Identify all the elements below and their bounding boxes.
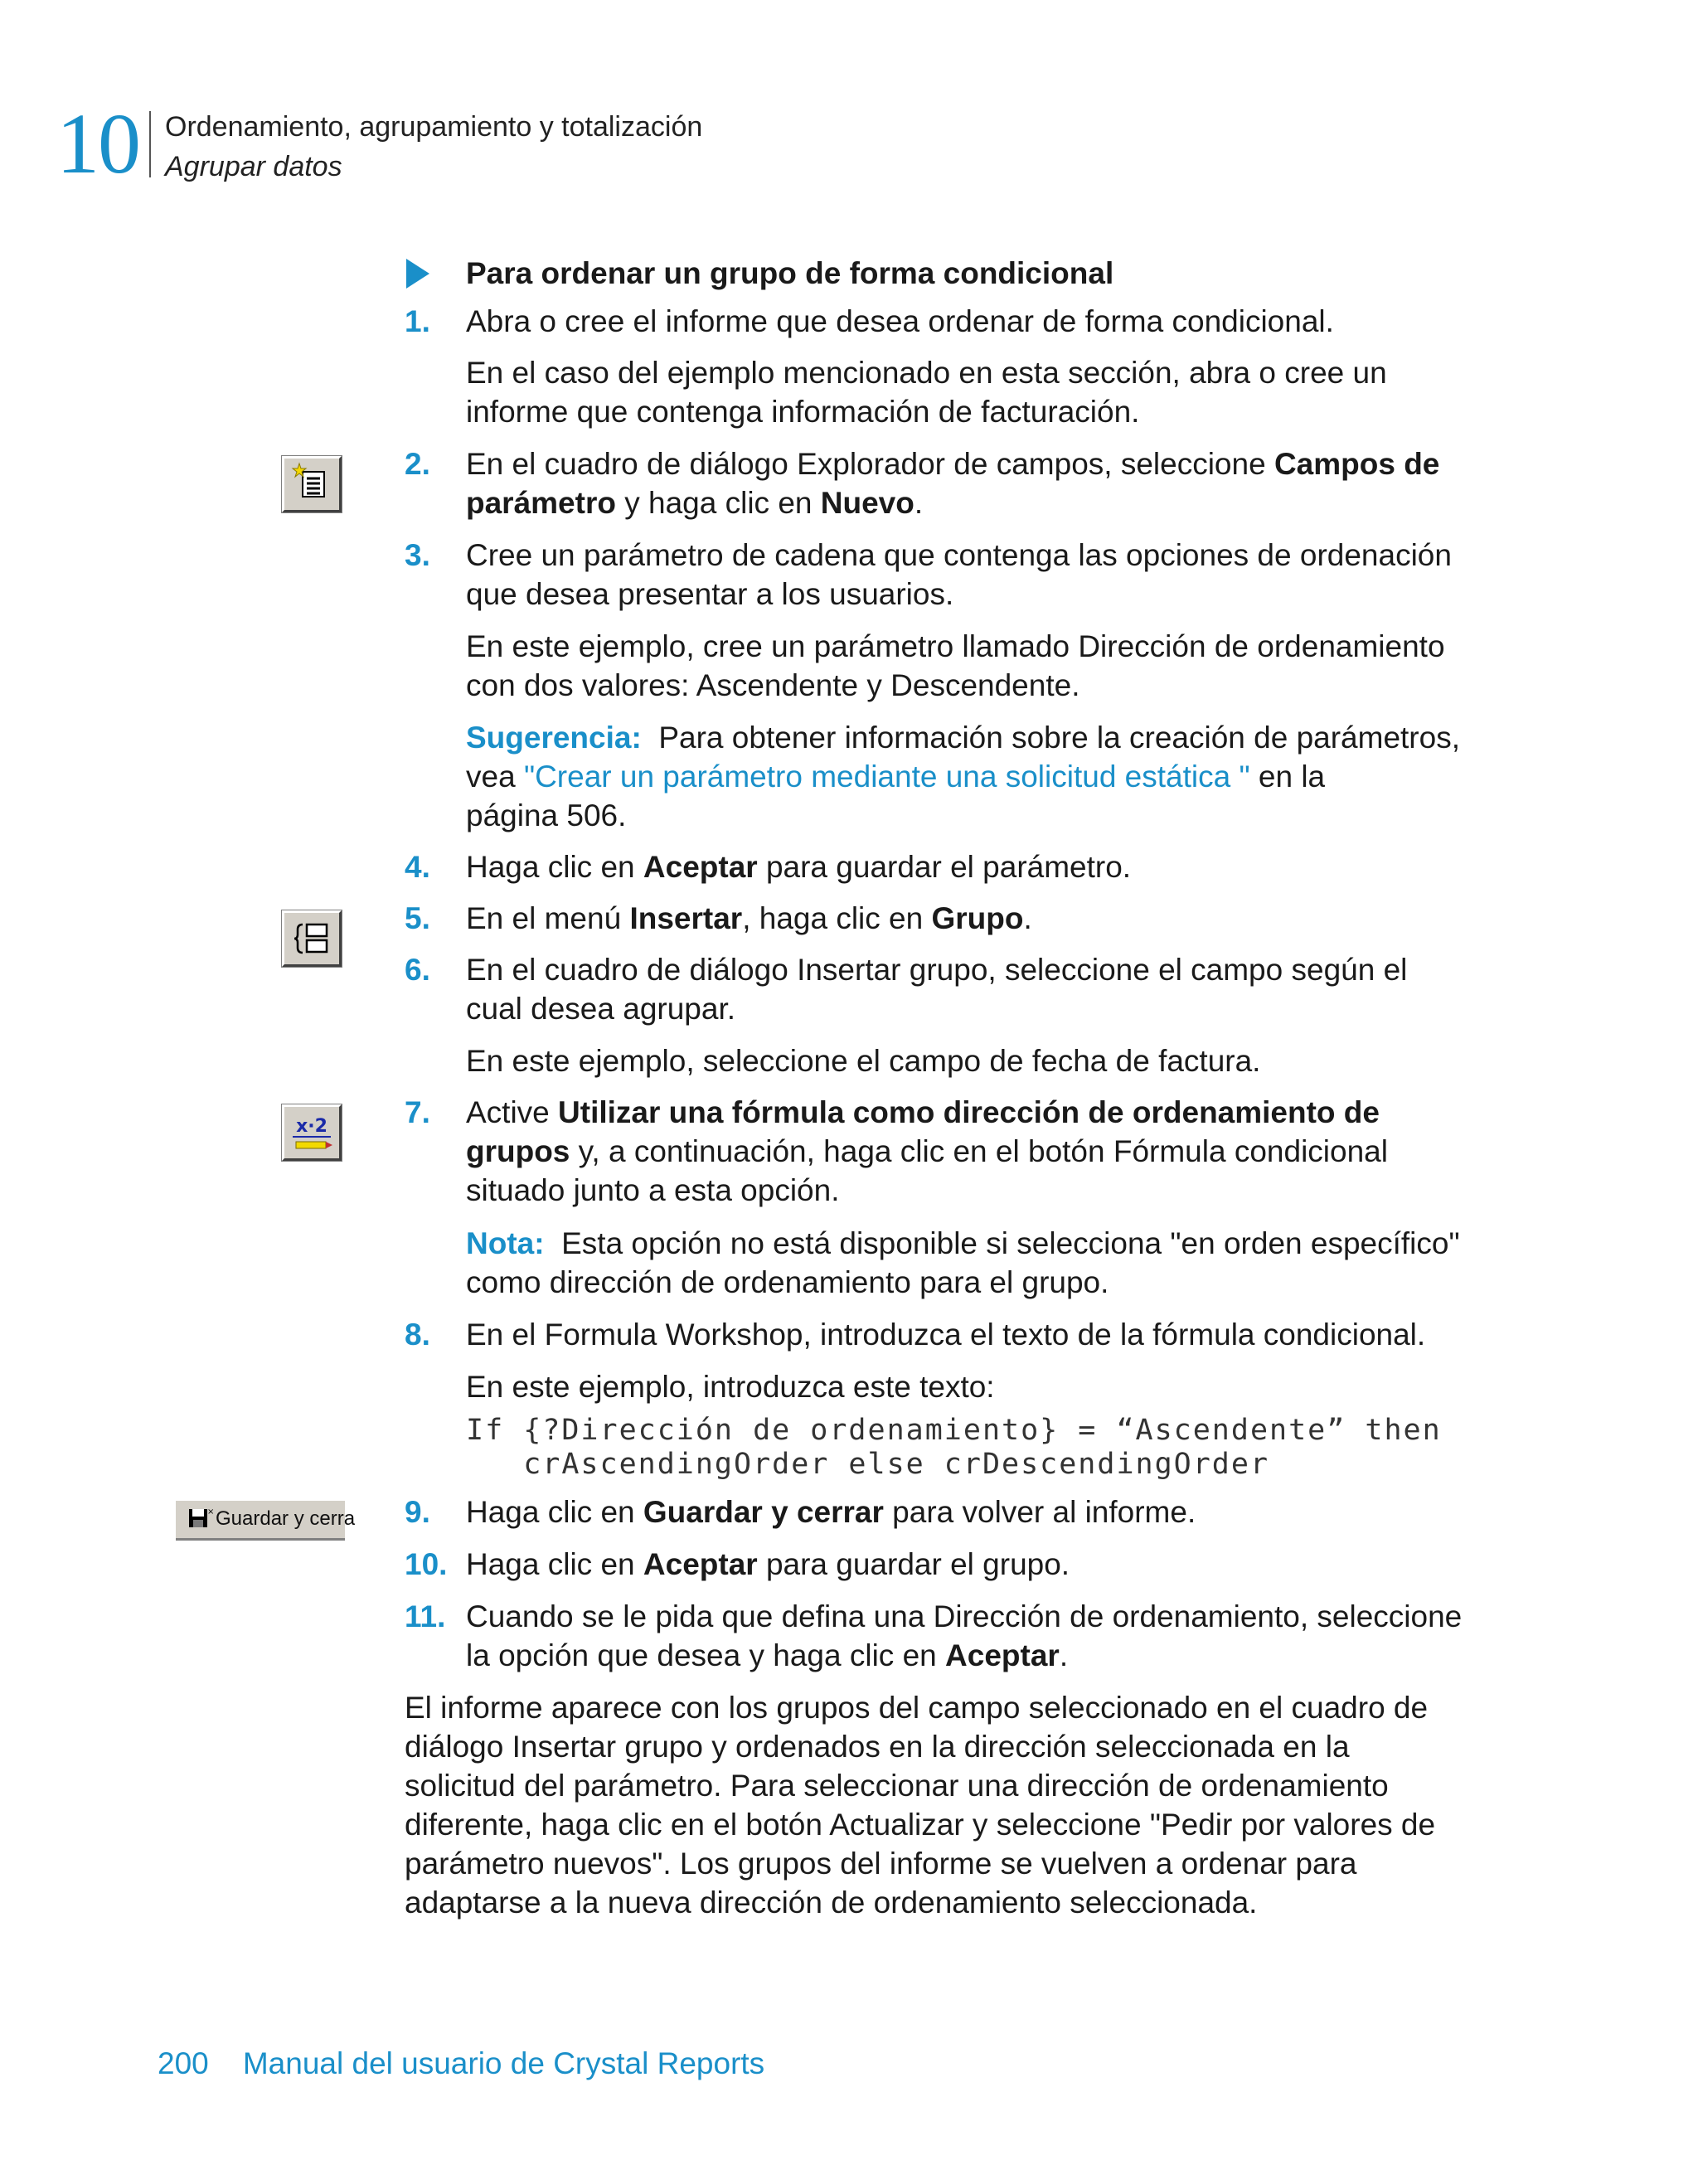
paragraph-line: diferente, haga clic en el botón Actualizar y seleccione "Pedir por valores de [405, 1808, 1436, 1842]
step-text: grupos y, a continuación, haga clic en el botón Fórmula condicional [466, 1134, 1388, 1168]
new-parameter-icon-graphic [284, 459, 339, 510]
step-number: 2. [405, 447, 430, 481]
tip-line: página 506. [466, 798, 627, 832]
paragraph-line: diálogo Insertar grupo y ordenados en la dirección seleccionada en la [405, 1730, 1350, 1764]
step-number: 6. [405, 953, 430, 987]
procedure-heading: Para ordenar un grupo de forma condicional [466, 256, 1114, 290]
footer [158, 2046, 764, 2082]
step-note: En este ejemplo, introduzca este texto: [466, 1370, 995, 1404]
step-text: Haga clic en Aceptar para guardar el grupo. [466, 1547, 1070, 1581]
insert-group-icon-graphic [284, 913, 339, 964]
tip-line: vea "Crear un parámetro mediante una solicitud estática " en la [466, 760, 1326, 794]
paragraph-line: adaptarse a la nueva dirección de ordenamiento seleccionada. [405, 1886, 1258, 1919]
step-note: En este ejemplo, seleccione el campo de fecha de factura. [466, 1044, 1261, 1078]
section-title: Agrupar datos [165, 151, 342, 182]
step-number: 4. [405, 850, 430, 884]
step-note: con dos valores: Ascendente y Descendente. [466, 668, 1080, 702]
chapter-title: Ordenamiento, agrupamiento y totalización [165, 111, 703, 143]
note-line: como dirección de ordenamiento para el grupo. [466, 1265, 1109, 1299]
step-text: En el menú Insertar, haga clic en Grupo. [466, 901, 1032, 935]
header-divider [149, 111, 151, 177]
code-line: If {?Dirección de ordenamiento} = “Ascendente” then [466, 1414, 1442, 1447]
step-number: 10. [405, 1547, 448, 1581]
step-number: 7. [405, 1095, 430, 1129]
chapter-number: 10 [56, 96, 139, 192]
step-text: cual desea agrupar. [466, 992, 736, 1026]
book-title: Manual del usuario de Crystal Reports [242, 2046, 765, 2080]
cross-reference-link[interactable]: "Crear un parámetro mediante una solicitud estática " [523, 760, 1250, 794]
step-text: Abra o cree el informe que desea ordenar de forma condicional. [466, 304, 1334, 338]
tip: Sugerencia: Para obtener información sobre la creación de parámetros, [466, 721, 1460, 755]
note: Nota: Esta opción no está disponible si selecciona "en orden específico" [466, 1226, 1460, 1260]
insert-group-icon [282, 910, 342, 967]
conditional-formula-icon [282, 1104, 342, 1161]
step-number: 9. [405, 1495, 430, 1529]
step-number: 11. [405, 1599, 446, 1633]
svg-text:x·2: x·2 [296, 1116, 327, 1137]
tip-label: Sugerencia: [466, 721, 642, 755]
step-text: En el Formula Workshop, introduzca el texto de la fórmula condicional. [466, 1318, 1426, 1352]
code-line: crAscendingOrder else crDescendingOrder [466, 1448, 1270, 1481]
note-label: Nota: [466, 1226, 545, 1260]
step-number: 8. [405, 1318, 430, 1352]
step-text: la opción que desea y haga clic en Aceptar. [466, 1638, 1069, 1672]
step-text: Active Utilizar una fórmula como dirección de ordenamiento de [466, 1095, 1380, 1129]
step-number: 1. [405, 304, 430, 338]
save-and-close-button-image [176, 1501, 356, 1541]
new-parameter-icon [282, 456, 342, 512]
step-note: En el caso del ejemplo mencionado en esta sección, abra o cree un [466, 356, 1387, 390]
step-text: Cree un parámetro de cadena que contenga las opciones de ordenación [466, 538, 1452, 572]
page-number: 200 [158, 2046, 209, 2080]
paragraph-line: parámetro nuevos". Los grupos del informe se vuelven a ordenar para [405, 1847, 1357, 1881]
step-note: En este ejemplo, cree un parámetro llamado Dirección de ordenamiento [466, 629, 1445, 663]
svg-text:×: × [207, 1507, 215, 1517]
paragraph-line: El informe aparece con los grupos del campo seleccionado en el cuadro de [405, 1691, 1429, 1725]
floppy-disk-icon [187, 1506, 215, 1531]
procedure-arrow-icon [406, 259, 429, 289]
step-number: 5. [405, 901, 430, 935]
step-text: En el cuadro de diálogo Insertar grupo, seleccione el campo según el [466, 953, 1408, 987]
step-text: En el cuadro de diálogo Explorador de campos, seleccione Campos de [466, 447, 1440, 481]
step-text: Cuando se le pida que defina una Dirección de ordenamiento, seleccione [466, 1599, 1463, 1633]
step-text: situado junto a esta opción. [466, 1173, 840, 1207]
step-text: parámetro y haga clic en Nuevo. [466, 486, 924, 520]
step-note: informe que contenga información de facturación. [466, 395, 1140, 429]
conditional-formula-icon-graphic [284, 1107, 339, 1158]
step-text: Haga clic en Aceptar para guardar el parámetro. [466, 850, 1132, 884]
paragraph-line: solicitud del parámetro. Para seleccionar una dirección de ordenamiento [405, 1769, 1389, 1803]
step-text: que desea presentar a los usuarios. [466, 577, 954, 611]
save-close-label: Guardar y cerra [216, 1507, 356, 1530]
step-text: Haga clic en Guardar y cerrar para volver al informe. [466, 1495, 1196, 1529]
step-number: 3. [405, 538, 430, 572]
